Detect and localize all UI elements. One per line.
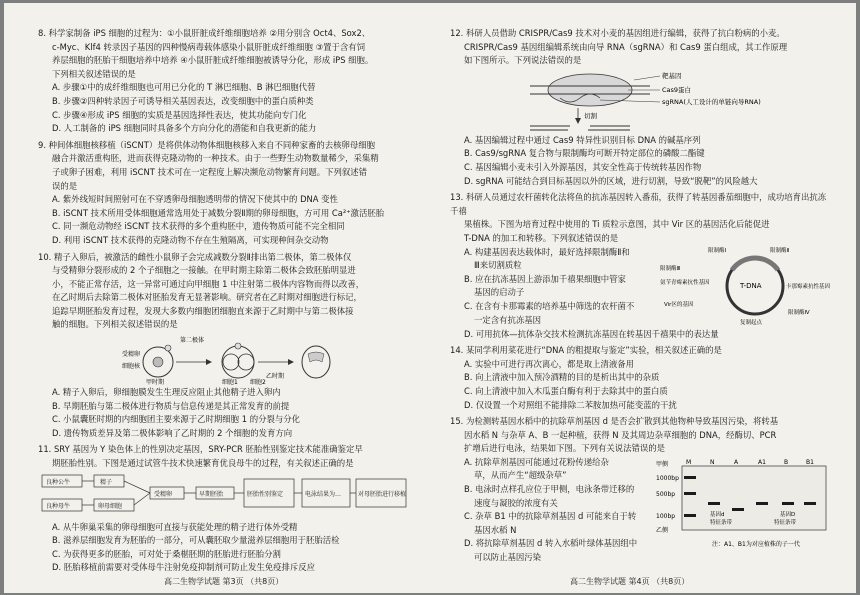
nucleus-shape [153,357,163,367]
option-a: A. 构建基因表达载体时，最好选择限制酶Ⅱ和 [464,246,630,257]
question-line: 如下图所示。下列说法错误的是 [464,55,582,66]
blastocyst-shape [302,346,330,378]
enzyme-i-label: 限制酶Ⅰ [708,247,727,254]
cut-label: 切割 [584,111,597,120]
stage-a-label: 甲时期 [146,379,165,387]
question-line: 误的是 [52,180,78,191]
option-b: B. 步骤②四种转录因子可诱导相关基因表达，改变细胞中的蛋白质种类 [52,95,314,106]
question-15 [450,415,830,566]
question-line: T-DNA 的加工和转移。下列叙述错误的是 [464,232,619,243]
question-line: 触的细胞。下列相关叙述错误的是 [52,319,178,330]
option-a-cont: Ⅲ来切割质粒 [474,260,522,271]
nucleus-label: 细胞核 [122,363,141,371]
question-line: 下列相关叙述错误的是 [52,68,136,79]
flow-box-label: 受精卵 [154,490,173,498]
question-13-body [450,246,830,328]
origin-label: 复制起点 [740,319,763,326]
flow-arrow [124,481,150,493]
cell-2-label: 细胞2 [250,379,266,387]
question-line: 12. 科研人员借助 CRISPR/Cas9 技术对小麦的基因组进行编辑，获得了抗白粉病的小麦。 [450,28,785,38]
question-line: 在乙时期后去除第二极体对胚胎发育无显著影响。研究者在乙时期对细胞进行标记， [52,292,362,303]
option-b-cont: 基因的启动子 [474,287,525,298]
flow-box-label: 良种母牛 [46,502,71,510]
option-d: D. 仅设置一个对照组不能排除二苯胺加热可能变蓝的干扰 [464,399,677,410]
gel-band [804,502,816,505]
option-c: C. 在含有卡那霉素的培养基中筛选的农杆菌不 [464,300,635,311]
option-b: B. iSCNT 技术所用受体细胞通常选用处于减数分裂Ⅱ期的卵母细胞，方可用 Ca²⁺激活胚胎 [52,207,385,218]
enzyme-iv-label: 限制酶Ⅳ [788,309,810,316]
option-a-cont: 草，从而产生“超级杂草” [474,470,567,481]
option-b-cont: 速度与凝胶的浓度有关 [474,497,558,508]
question-line: 果植株。下图为培育过程中使用的 Ti 质粒示意图，其中 Vir 区的基因活化后能促进 [464,219,770,230]
question-9 [38,139,410,248]
question-line: 追踪早期胚胎发育过程，发现大多数内细胞团细胞直来源于乙时期中与第二极体接 [52,305,354,316]
question-8 [38,27,410,136]
gel-band [684,492,696,495]
question-12 [450,27,830,188]
question-line: 15. 为检测转基因水稻中的抗除草剂基因 d 是否会扩散到其他物种导致基因污染，将转基 [450,416,779,427]
lane-label: A1 [758,458,766,466]
cell-1-label: 细胞1 [222,379,238,387]
gel-electrophoresis-diagram [654,456,830,556]
question-line: CRISPR/Cas9 基因组编辑系统由向导 RNA（sgRNA）和 Cas9 蛋白组成，其工作原理 [464,41,788,52]
side-b-label: 乙侧 [656,526,669,534]
flow-box-label: 良种公牛 [46,478,71,486]
flow-box-label: 卵母细胞 [98,502,123,510]
side-a-label: 甲侧 [656,460,669,468]
gel-band [732,508,744,511]
lane-label: B [784,458,789,466]
question-15-body [450,456,830,566]
lane-label: M [686,458,692,466]
question-line: 9. 种间体细胞核移植（iSCNT）是将供体动物体细胞核移入来自不同种家畜的去核卵母细胞 [38,139,376,150]
option-c: C. 步骤④形成 iPS 细胞的实质是基因选择性表达，使其功能向专门化 [52,109,307,120]
embryo-figure [38,332,410,386]
tdna-region-shape [732,257,778,269]
option-c-cont: 基因水稻 N [474,524,517,535]
option-c: C. 杂草 B1 中的抗除草剂基因 d 可能来自于转 [464,511,637,522]
question-line: c-Myc、Klf4 转录因子基因的四种慢病毒载体感染小鼠肝脏成纤维细胞 ③置于含有饲 [52,41,365,52]
arrow-head-icon [288,359,294,365]
stage-b-label: 乙时期 [266,373,285,381]
lane-label: B1 [806,458,814,466]
question-13 [450,191,830,341]
exam-sheet [4,3,856,593]
band-d-label: 基因d [710,511,725,518]
polar-body-label: 第二极体 [180,337,205,345]
option-d: D. 胚胎移植前需要对受体母牛注射免疫抑制剂可防止发生免疫排斥反应 [52,562,316,573]
label-pointer [634,76,660,80]
ti-plasmid-diagram [660,244,830,326]
question-line: 10. 精子入卵后，被激活的雌性小鼠卵子会完成减数分裂Ⅱ排出第二极体，第二极体仅 [38,251,352,262]
cas9-protein-shape [548,74,632,106]
ampr-label: 氨苄青霉素抗性基因 [660,279,710,286]
option-c: C. 向上清液中加入木瓜蛋白酶有利于去除其中的蛋白质 [464,385,668,396]
option-b: B. 滋养层细胞发育为胚胎的一部分，可从囊胚取少量滋养层细胞用于胚胎活检 [52,535,340,546]
option-a: A. 抗除草剂基因可能通过花粉传递给杂 [464,456,609,467]
question-11 [38,443,410,575]
band-D-sub-label: 特征条带 [774,519,797,526]
right-page [450,27,830,569]
question-line: 8. 科学家制备 iPS 细胞的过程为：①小鼠肝脏成纤维细胞培养 ②用分别含 Oct4、Sox2、 [38,28,371,38]
marker-label: 100bp [656,512,676,520]
option-b: B. 向上清液中加入预冷酒精的目的是析出其中的杂质 [464,372,660,383]
vir-label: Vir区的基因 [664,301,694,308]
gel-band [684,476,696,479]
question-line: 期胚胎性别。下图是通过试管牛技术快速繁育优良母牛的过程，有关叙述正确的是 [52,458,354,469]
option-d-cont: 可以防止基因污染 [474,552,541,563]
question-line: 养层细胞的胚胎干细胞培养中培养 ④小鼠肝脏成纤维细胞被诱导分化，形成 iPS 细胞。 [52,55,374,66]
kan-label: 卡那霉素抗性基因 [786,283,830,290]
inner-cell-mass-shape [308,352,324,362]
option-b: B. Cas9/sgRNA 复合物与限制酶均可断开特定部位的磷酸二酯键 [464,148,705,159]
cas9-label: Cas9蛋白 [662,85,692,94]
enzyme-iii-label: 限制酶Ⅲ [660,265,681,272]
band-d-sub-label: 特征条带 [710,519,733,526]
option-a: A. 紫外线短时间照射可在不穿透卵母细胞透明带的情况下使其中的 DNA 变性 [52,194,338,205]
option-c: C. 为获得更多的胚胎，可对处于桑椹胚期的胚胎进行胚胎分割 [52,548,281,559]
polar-body-shape [235,343,241,349]
ivf-flow-figure [38,471,410,521]
gel-frame [682,466,826,530]
option-b: B. 早期胚胎与第二极体进行物质与信息传递是其正常发育的前提 [52,400,290,411]
page-footer-left: 高二生物学试题 第3页 （共8页） [164,577,284,586]
option-a: A. 精子入卵后，卵细胞膜发生生理反应阻止其他精子进入卵内 [52,387,281,398]
gel-band [684,514,696,517]
gel-note: 注：A1、B1为对应植株的子一代 [712,540,800,548]
crispr-diagram [450,68,830,134]
tdna-label: T-DNA [740,281,762,290]
question-line: 子或卵子困难，利用 iSCNT 技术可在一定程度上解决濒危动物繁育问题。下列叙述错 [52,166,367,177]
target-gene-label: 靶基因 [662,71,682,80]
cell-1-shape [223,354,239,370]
cell-2-shape [238,354,254,370]
option-c: C. 同一濒危动物经 iSCNT 技术获得的多个重构胚中，遗传物质可能不完全相同 [52,221,345,232]
question-line: 因水稻 N 与杂草 A、B 一起种植，获得 N 及其周边杂草细胞的 DNA，经酶切、PCR [464,429,777,440]
question-line: 11. SRY 基因为 Y 染色体上的性别决定基因，SRY-PCR 胚胎性别鉴定技术能准确鉴定早 [38,444,363,455]
page-footer-right: 高二生物学试题 第4页 （共8页） [570,577,690,586]
question-line: 14. 某同学利用菜花进行“DNA 的粗提取与鉴定”实验，相关叙述正确的是 [450,345,722,356]
gel-band [782,502,794,505]
question-13-options [450,246,660,328]
gel-band [708,502,720,505]
option-a: A. 步骤①中的成纤维细胞也可用已分化的 T 淋巴细胞、B 淋巴细胞代替 [52,82,316,93]
polar-body-shape [165,345,171,351]
option-d: D. sgRNA 可能结合到目标基因以外的区域，进行切割，导致“脱靶”的风险越大 [464,175,758,186]
question-line: 小，不能正常存活，这一异常可通过向甲细胞 1 中注射第二极体内容物而得以改善， [52,278,365,289]
option-d: D. 人工制备的 iPS 细胞同时具备多个方向分化的潜能和自我更新的能力 [52,123,317,134]
option-a: A. 实验中可进行再次离心，都是取上清液备用 [464,358,635,369]
ivf-flow-diagram [38,471,410,521]
flow-box-label: 对母胚胎进行移植 [358,490,407,498]
arrow-head-icon [575,118,581,124]
band-D-label: 基因D [780,511,796,518]
arrow-head-icon [206,359,212,365]
option-d: D. 可用抗体—抗体杂交技术检测抗冻基因在转基因千禧果中的表达量 [464,328,719,339]
flow-box-label: 电泳结果为… [305,490,342,498]
crispr-figure [450,68,830,134]
egg-label: 受精卵 [122,351,141,359]
left-page [38,27,410,578]
flow-box-label: 早期胚胎 [199,490,224,498]
question-line: 扩增后进行电泳，结果如下图。下列有关说法错误的是 [464,443,665,454]
lane-label: N [710,458,715,466]
embryo-diagram [38,332,410,386]
option-d: D. 遗传物质差异及第二极体影响了乙时期的 2 个细胞的发育方向 [52,427,293,438]
flow-arrow [134,493,150,505]
question-14 [450,344,830,412]
option-a: A. 基因编辑过程中通过 Cas9 特异性识别目标 DNA 的碱基序列 [464,134,701,145]
sgrna-label: sgRNA(人工设计的单链向导RNA) [662,97,761,106]
question-line: 融合并激活重构胚，进而获得克隆动物的一种技术。由于一些野生动物数量稀少，采集精 [52,153,379,164]
question-line: 与受精卵分裂形成的 2 个子细胞之一接触。在甲时期主除第二极体会致胚胎明显进 [52,265,356,276]
option-c: C. 基因编辑小麦未引入外源基因，其安全性高于传统转基因作物 [464,161,702,172]
marker-label: 500bp [656,490,676,498]
option-b: B. 应在抗冻基因上游添加千禧果细胞中管家 [464,273,626,284]
gel-band [756,502,768,505]
option-d: D. 将抗除草剂基因 d 转入水稻叶绿体基因组中 [464,538,638,549]
question-15-options [450,456,650,565]
enzyme-ii-label: 限制酶Ⅱ [770,247,790,254]
flow-box-label: 胚胎性别鉴定 [247,490,284,498]
marker-label: 1000bp [656,474,679,482]
option-c-cont: 一定含有抗冻基因 [474,314,541,325]
option-b: B. 电泳时点样孔应位于甲侧，电泳条带迁移的 [464,484,635,495]
lane-label: A [734,458,739,466]
option-c: C. 小鼠囊胚时期的内细胞团主要来源于乙时期细胞 1 的分裂与分化 [52,414,300,425]
question-line: 13. 科研人员通过农杆菌转化法将鱼的抗冻基因转入番茄，获得了转基因番茄细胞中，成功培育出抗冻千禧 [450,192,827,216]
option-d: D. 利用 iSCNT 技术获得的克隆动物不存在生殖隔离，可实现种间杂交动物 [52,234,329,245]
question-10 [38,251,410,441]
option-a: A. 从牛卵巢采集的卵母细胞可直接与获能处理的精子进行体外受精 [52,521,298,532]
flow-box-label: 精子 [100,478,113,486]
